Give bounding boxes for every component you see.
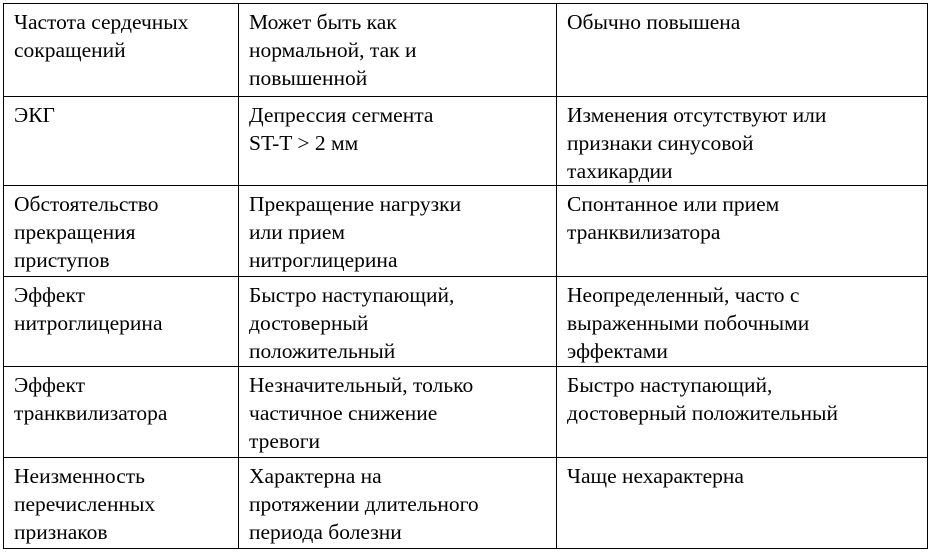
cardialgia-cell: Изменения отсутствуют или признаки синусовой тахикардии [557, 97, 928, 186]
cardialgia-cell: Быстро наступающий, достоверный положительный [557, 367, 928, 458]
table-row [4, 458, 928, 549]
angina-cell: Прекращение нагрузки или прием нитроглицерина [239, 186, 557, 277]
feature-cell: ЭКГ [4, 97, 239, 186]
table-row [4, 367, 928, 458]
angina-cell: Незначительный, только частичное снижение тревоги [239, 367, 557, 458]
cardialgia-cell: Обычно повышена [557, 4, 928, 97]
table-row [4, 4, 928, 97]
comparison-table [3, 3, 928, 549]
table-row [4, 97, 928, 186]
cardialgia-cell: Спонтанное или прием транквилизатора [557, 186, 928, 277]
angina-cell: Быстро наступающий, достоверный положительный [239, 277, 557, 367]
angina-cell: Депрессия сегмента ST-T > 2 мм [239, 97, 557, 186]
table-row [4, 186, 928, 277]
cardialgia-cell: Чаще нехарактерна [557, 458, 928, 549]
cardialgia-cell: Неопределенный, часто с выраженными побочными эффектами [557, 277, 928, 367]
feature-cell: Обстоятельство прекращения приступов [4, 186, 239, 277]
angina-cell: Характерна на протяжении длительного периода болезни [239, 458, 557, 549]
table-row [4, 277, 928, 367]
feature-cell: Частота сердечных сокращений [4, 4, 239, 97]
feature-cell: Эффект нитроглицерина [4, 277, 239, 367]
feature-cell: Эффект транквилизатора [4, 367, 239, 458]
feature-cell: Неизменность перечисленных признаков [4, 458, 239, 549]
angina-cell: Может быть как нормальной, так и повышенной [239, 4, 557, 97]
